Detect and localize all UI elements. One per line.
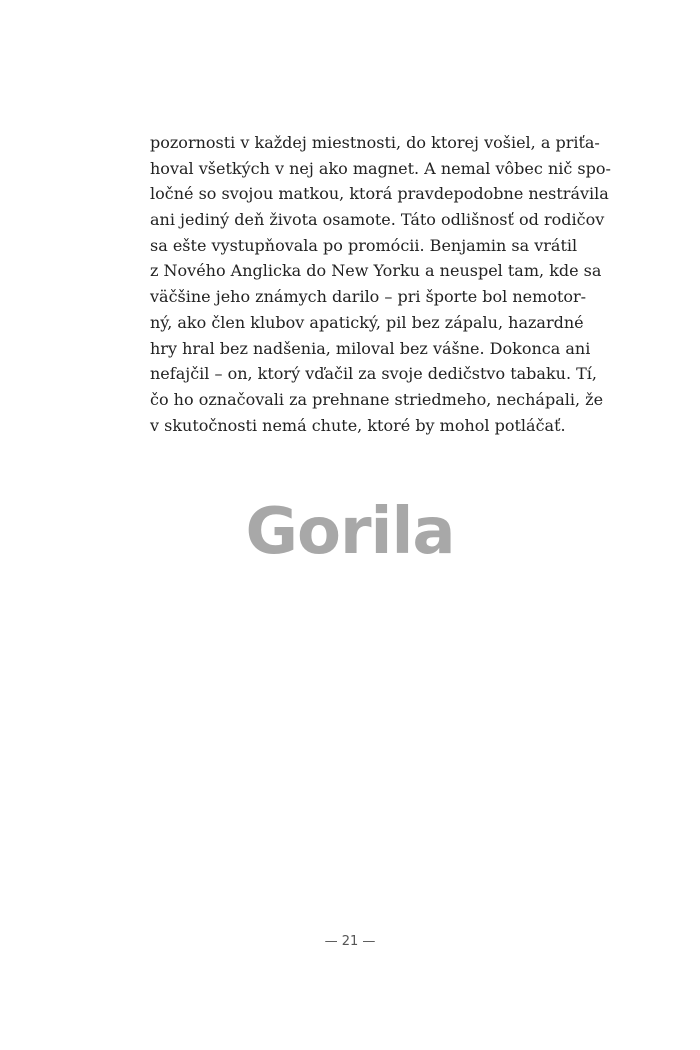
text-line: čo ho označovali za prehnane striedmeho, nechápali, že — [150, 389, 604, 409]
text-line: pozornosti v každej miestnosti, do ktorej vošiel, a priťa- — [150, 133, 600, 152]
text-line: nefajčil – on, ktorý vďačil za svoje dedičstvo tabaku. Tí, — [150, 364, 597, 384]
text-line: ný, ako člen klubov apatický, pil bez zápalu, hazardné — [150, 312, 584, 332]
page-number: — 21 — — [324, 934, 376, 949]
body-text — [150, 130, 611, 438]
text-line: z Nového Anglicka do New Yorku a neuspel tam, kde sa — [150, 261, 602, 281]
text-line: sa ešte vystupňovala po promócii. Benjamin sa vrátil — [150, 235, 578, 255]
text-line: hry hral bez nadšenia, miloval bez vášne. Dokonca ani — [150, 338, 591, 358]
text-line: ločné so svojou matkou, ktorá pravdepodobne nestrávila — [150, 184, 609, 204]
gorila-watermark: Gorila — [245, 495, 455, 569]
text-line: ani jediný deň života osamote. Táto odlišnosť od rodičov — [150, 210, 605, 230]
text-line: väčšine jeho známych darilo – pri športe bol nemotor- — [150, 287, 587, 307]
text-line: hoval všetkých v nej ako magnet. A nemal vôbec nič spo- — [150, 158, 611, 178]
text-line: v skutočnosti nemá chute, ktoré by mohol potláčať. — [150, 415, 566, 435]
